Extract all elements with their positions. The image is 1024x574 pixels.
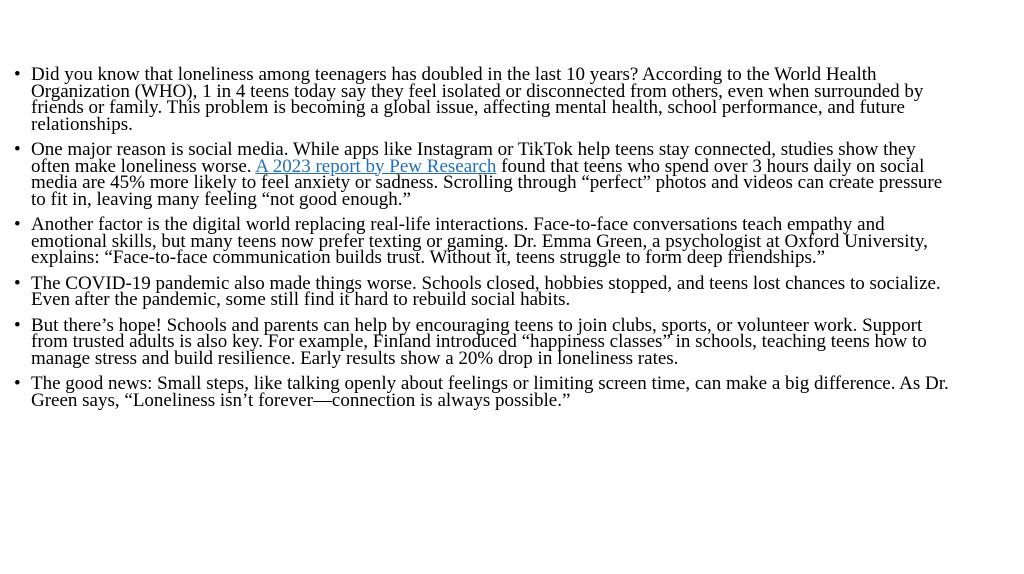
paragraph-text: The good news: Small steps, like talking openly about feelings or limiting screen time, can make a big difference. As Dr. Green says, “Loneliness isn’t forever—connection is always possible.” (31, 373, 949, 411)
bullet-icon: • (14, 373, 21, 394)
bullet-icon: • (14, 272, 21, 294)
bullet-icon: • (14, 64, 21, 85)
paragraph-text: The COVID-19 pandemic also made things worse. Schools closed, hobbies stopped, and teens lost chances to socialize. Even after the pandemic, some still find it hard to rebuild social habits. (31, 272, 941, 310)
bullet-list (14, 64, 954, 411)
bullet-icon: • (14, 314, 21, 336)
pew-research-report-link[interactable]: A 2023 report by Pew Research (255, 155, 497, 177)
paragraph-text: Another factor is the digital world replacing real-life interactions. Face-to-face conversations teach empathy and emotional skills, but many teens now prefer texting or gaming. Dr. Emma Green, a psychologist at Oxford University, explains: “Face-to-face communication builds trust. Without it, teens struggle to form deep friendships.” (31, 214, 928, 268)
paragraph-text: But there’s hope! Schools and parents can help by encouraging teens to join clubs, sports, or volunteer work. Support from trusted adults is also key. For example, Finland introduced “happiness classes” in schools, teaching teens how to manage stress and build resilience. Early results show a 20% drop in loneliness rates. (31, 314, 927, 369)
bullet-item-covid-pandemic (14, 272, 954, 310)
paragraph-text-after-link: found that teens who spend over 3 hours daily on social media are 45% more likely to feel anxiety or sadness. Scrolling through “perfect” photos and videos can create pressure to fit in, leaving many feeling “not good enough.” (31, 155, 943, 210)
bullet-item-digital-world (14, 214, 954, 268)
bullet-icon: • (14, 139, 21, 160)
bullet-icon: • (14, 214, 21, 235)
bullet-item-good-news (14, 373, 954, 411)
paragraph-text: Did you know that loneliness among teenagers has doubled in the last 10 years? According to the World Health Organization (WHO), 1 in 4 teens today say they feel isolated or disconnected from others, even when surrounded by friends or family. This problem is becoming a global issue, affecting mental health, school performance, and future relationships. (31, 64, 924, 135)
slide-body (14, 64, 954, 418)
paragraph-text-before-link: One major reason is social media. While apps like Instagram or TikTok help teens stay connected, studies show they often make loneliness worse. (31, 139, 916, 177)
bullet-item-hope (14, 314, 954, 369)
bullet-item-social-media (14, 139, 954, 210)
bullet-item-loneliness-doubled (14, 64, 954, 135)
